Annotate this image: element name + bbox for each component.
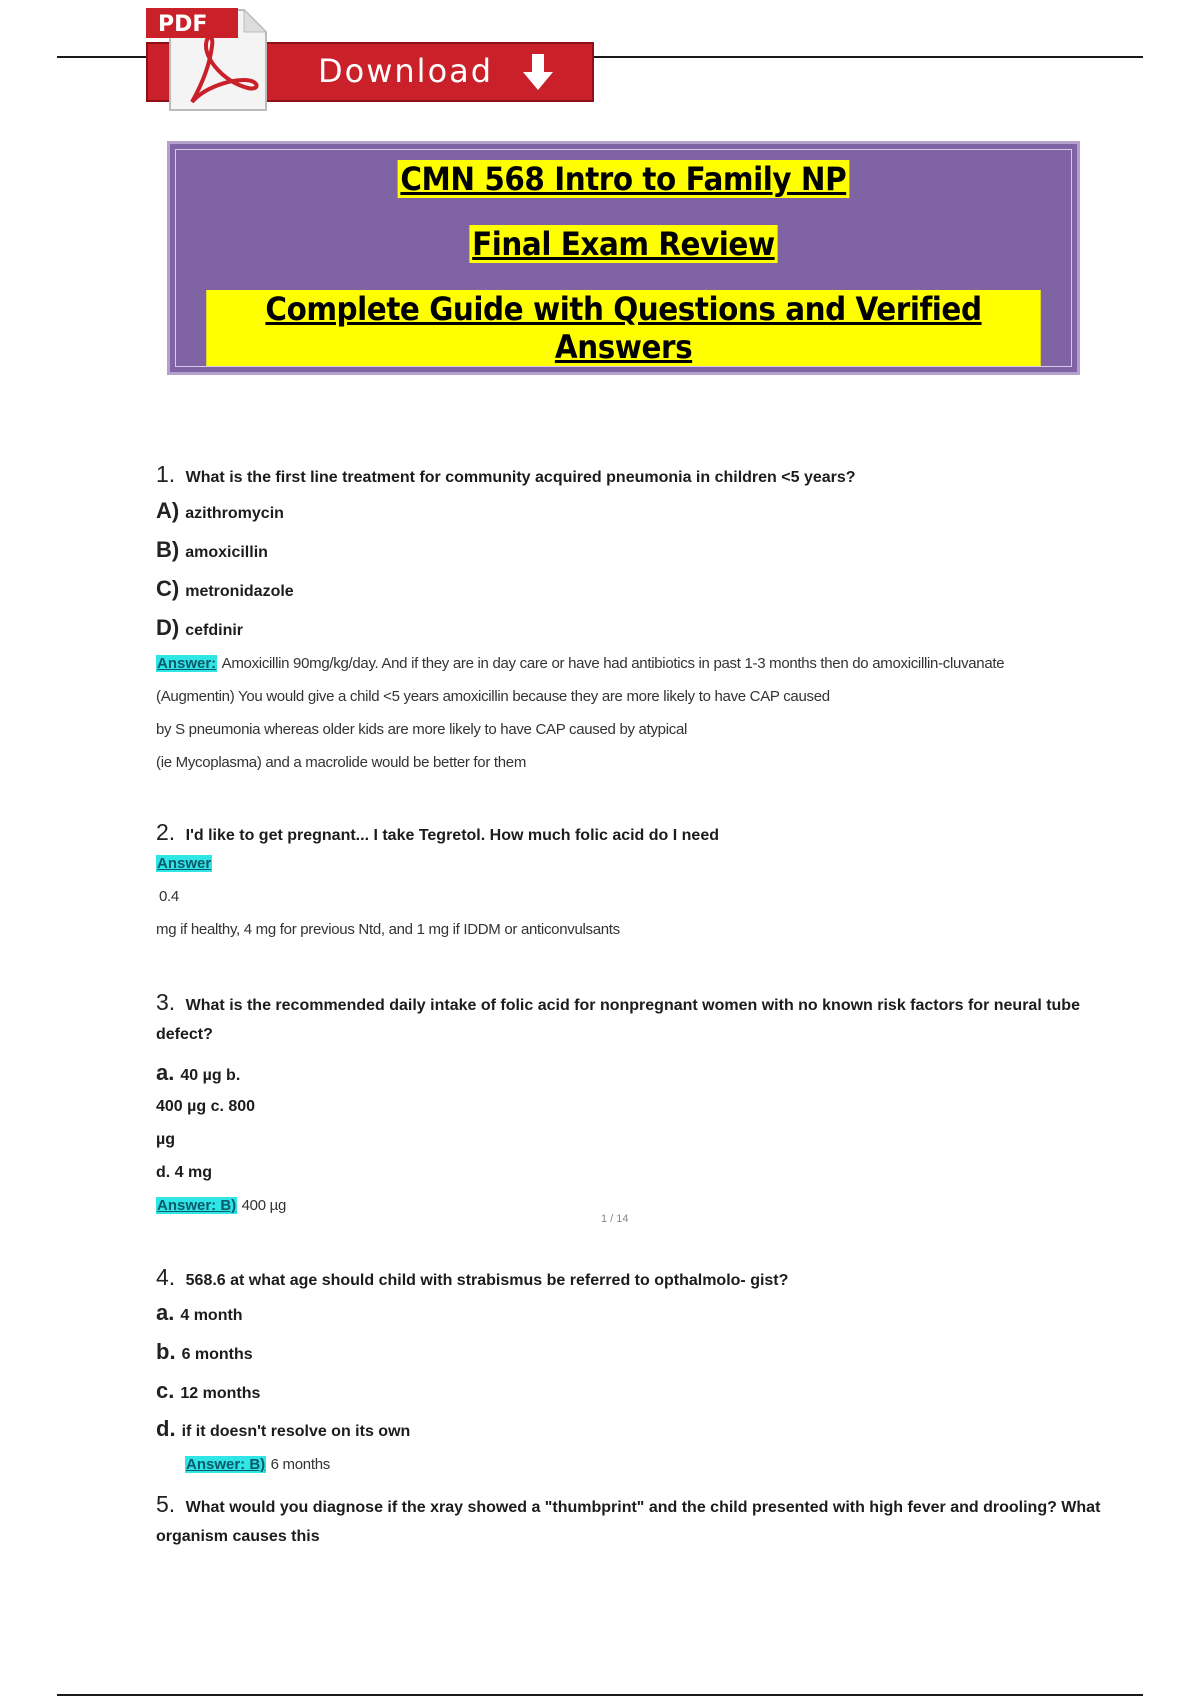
question-number: 1. bbox=[156, 461, 176, 487]
download-label[interactable]: Download bbox=[318, 52, 494, 90]
option-text: 6 months bbox=[181, 1346, 253, 1363]
option-letter: d. bbox=[156, 1416, 176, 1441]
option-text: 12 months bbox=[180, 1385, 261, 1402]
question-3 bbox=[156, 989, 1080, 1016]
answer-tag: Answer: B) bbox=[186, 1456, 266, 1473]
answer-text: (Augmentin) You would give a child <5 years amoxicillin because they are more likely to have CAP caused bbox=[156, 688, 830, 705]
option-letter: C) bbox=[156, 576, 180, 601]
option-letter: a. bbox=[156, 1060, 175, 1085]
option-text: 4 month bbox=[180, 1307, 243, 1324]
answer-tag: Answer: B) bbox=[157, 1197, 237, 1214]
option-letter: D) bbox=[156, 615, 180, 640]
question-text: What is the recommended daily intake of folic acid for nonpregnant women with no known risk factors for neural tube bbox=[185, 997, 1080, 1014]
pdf-file-icon[interactable] bbox=[144, 4, 272, 112]
option-text: if it doesn't resolve on its own bbox=[181, 1423, 411, 1440]
question-number: 3. bbox=[156, 989, 176, 1015]
option-b bbox=[156, 1339, 253, 1365]
answer-line bbox=[156, 655, 1004, 673]
option-d bbox=[156, 615, 243, 641]
answer-text: 0.4 bbox=[159, 888, 179, 905]
question-2 bbox=[156, 819, 719, 846]
question-number: 2. bbox=[156, 819, 176, 845]
option-text: 400 µg c. 800 bbox=[156, 1098, 256, 1115]
answer-text: by S pneumonia whereas older kids are more likely to have CAP caused by atypical bbox=[156, 721, 688, 738]
answer-text: mg if healthy, 4 mg for previous Ntd, and 1 mg if IDDM or anticonvulsants bbox=[156, 921, 620, 938]
option-c bbox=[156, 576, 294, 602]
question-number: 4. bbox=[156, 1264, 176, 1290]
option-letter: a. bbox=[156, 1300, 175, 1325]
option-text: 40 µg b. bbox=[180, 1067, 241, 1084]
option-a bbox=[156, 1060, 240, 1086]
question-5 bbox=[156, 1491, 1100, 1518]
option-text: amoxicillin bbox=[185, 544, 268, 561]
option-d bbox=[156, 1416, 410, 1442]
option-a bbox=[156, 498, 284, 524]
question-text: What is the first line treatment for community acquired pneumonia in children <5 years? bbox=[185, 469, 856, 486]
title-line-1 bbox=[170, 160, 1077, 198]
question-text: 568.6 at what age should child with strabismus be referred to opthalmolo- gist? bbox=[185, 1272, 789, 1289]
bottom-rule bbox=[57, 1694, 1143, 1696]
guide-subtitle: Complete Guide with Questions and Verified Answers bbox=[206, 290, 1040, 366]
option-text: azithromycin bbox=[185, 505, 284, 522]
option-text: d. 4 mg bbox=[156, 1164, 213, 1181]
answer-text: (ie Mycoplasma) and a macrolide would be better for them bbox=[156, 754, 527, 771]
option-text: cefdinir bbox=[185, 622, 244, 639]
question-text: I'd like to get pregnant... I take Tegretol. How much folic acid do I need bbox=[185, 827, 719, 844]
option-text: metronidazole bbox=[185, 583, 294, 600]
answer-text: Amoxicillin 90mg/kg/day. And if they are in day care or have had antibiotics in past 1-3 months then do amoxicillin-cluvanate bbox=[221, 655, 1005, 672]
exam-title: Final Exam Review bbox=[469, 225, 777, 263]
title-line-2 bbox=[170, 225, 1077, 263]
option-letter: b. bbox=[156, 1339, 176, 1364]
title-box bbox=[167, 141, 1080, 375]
pdf-label: PDF bbox=[158, 12, 208, 37]
question-text: organism causes this bbox=[156, 1528, 320, 1545]
answer-line bbox=[156, 855, 212, 873]
answer-line bbox=[156, 1197, 286, 1215]
option-letter: B) bbox=[156, 537, 180, 562]
download-arrow-icon bbox=[520, 52, 556, 92]
answer-text: 6 months bbox=[270, 1456, 330, 1473]
option-text: µg bbox=[156, 1131, 175, 1148]
option-c bbox=[156, 1378, 260, 1404]
course-title: CMN 568 Intro to Family NP bbox=[398, 160, 849, 198]
title-line-3 bbox=[170, 290, 1077, 366]
question-text: defect? bbox=[156, 1026, 213, 1043]
answer-tag: Answer bbox=[157, 855, 212, 872]
option-letter: A) bbox=[156, 498, 180, 523]
question-1 bbox=[156, 461, 856, 488]
option-letter: c. bbox=[156, 1378, 175, 1403]
answer-tag: Answer: bbox=[157, 655, 217, 672]
page-number: 1 / 14 bbox=[601, 1213, 629, 1225]
option-a bbox=[156, 1300, 243, 1326]
option-b bbox=[156, 537, 268, 563]
question-4 bbox=[156, 1264, 788, 1291]
question-text: What would you diagnose if the xray showed a "thumbprint" and the child presented with high fever and drooling? What bbox=[185, 1499, 1101, 1516]
answer-text: 400 µg bbox=[241, 1197, 287, 1214]
question-number: 5. bbox=[156, 1491, 176, 1517]
answer-line bbox=[185, 1456, 330, 1474]
